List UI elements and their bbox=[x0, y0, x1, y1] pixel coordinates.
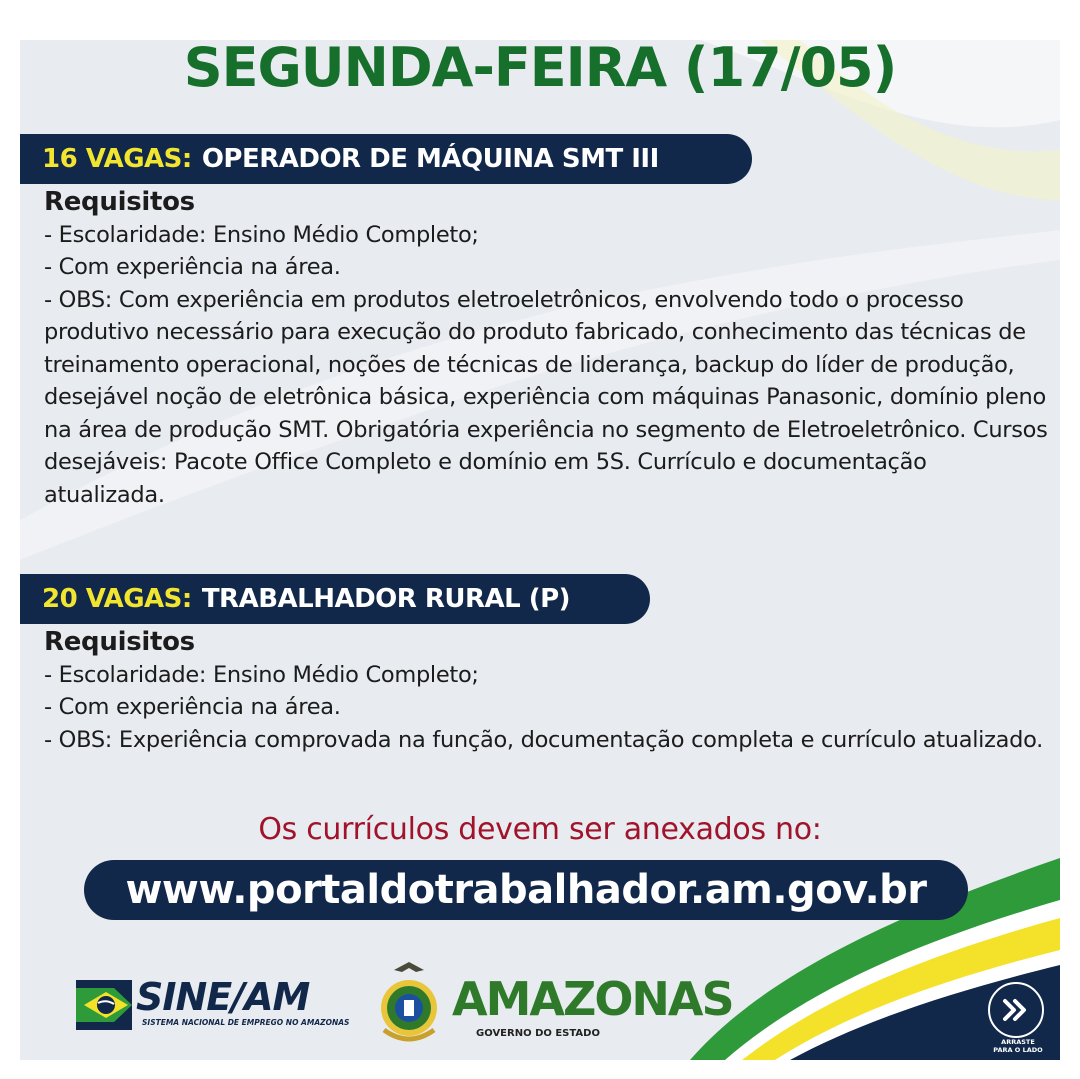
requirements-block-1 bbox=[44, 186, 1054, 511]
requirements-heading: Requisitos bbox=[44, 627, 195, 657]
requirement-obs: - OBS: Com experiência em produtos eletroeletrônicos, envolvendo todo o processo produtivo necessário para execução do produto fabricado, conhecimento das técnicas de treinamento operacional, noções de técnicas de liderança, backup do líder de produção, desejável noção de eletrônica básica, experiência com máquinas Panasonic, domínio pleno na área de produção SMT. Obrigatória experiência no segmento de Eletroeletrônico. Cursos desejáveis: Pacote Office Completo e domínio em 5S. Currículo e documentação atualizada. bbox=[44, 286, 1048, 508]
sine-logo-text: SINE/AM bbox=[136, 975, 310, 1019]
vacancy-count: 20 VAGAS: bbox=[42, 584, 192, 614]
requirements-heading: Requisitos bbox=[44, 187, 195, 217]
job-banner-1 bbox=[20, 134, 752, 184]
job-title: TRABALHADOR RURAL (P) bbox=[201, 584, 571, 614]
amazonas-crest-icon bbox=[374, 960, 444, 1050]
amazonas-logo-subtitle: GOVERNO DO ESTADO bbox=[476, 1028, 600, 1039]
cta-text: Os currículos devem ser anexados no: bbox=[258, 812, 822, 847]
job-banner-2 bbox=[20, 574, 650, 624]
requirement-obs: - OBS: Experiência comprovada na função, documentação completa e currículo atualizado. bbox=[44, 726, 1044, 753]
vacancy-count: 16 VAGAS: bbox=[42, 144, 192, 174]
swipe-next-button[interactable] bbox=[988, 982, 1044, 1038]
sine-logo-subtitle: SISTEMA NACIONAL DE EMPREGO NO AMAZONAS bbox=[142, 1018, 350, 1027]
requirement-item: - Com experiência na área. bbox=[44, 694, 341, 720]
requirement-item: - Escolaridade: Ensino Médio Completo; bbox=[44, 661, 479, 688]
swipe-label-line: PARA O LADO bbox=[993, 1046, 1043, 1054]
amazonas-logo-text: AMAZONAS bbox=[452, 972, 733, 1026]
page-title: SEGUNDA-FEIRA (17/05) bbox=[183, 36, 897, 99]
requirements-block-2 bbox=[44, 626, 1054, 756]
job-title: OPERADOR DE MÁQUINA SMT III bbox=[201, 144, 659, 174]
requirement-item: - Escolaridade: Ensino Médio Completo; bbox=[44, 221, 479, 248]
swipe-label bbox=[992, 1038, 1044, 1054]
double-chevron-right-icon bbox=[999, 993, 1033, 1027]
requirement-item: - Com experiência na área. bbox=[44, 254, 341, 280]
sine-flag-icon bbox=[74, 970, 144, 1040]
portal-url-link[interactable]: www.portaldotrabalhador.am.gov.br bbox=[84, 860, 968, 920]
swipe-label-line: ARRASTE bbox=[1001, 1038, 1035, 1046]
